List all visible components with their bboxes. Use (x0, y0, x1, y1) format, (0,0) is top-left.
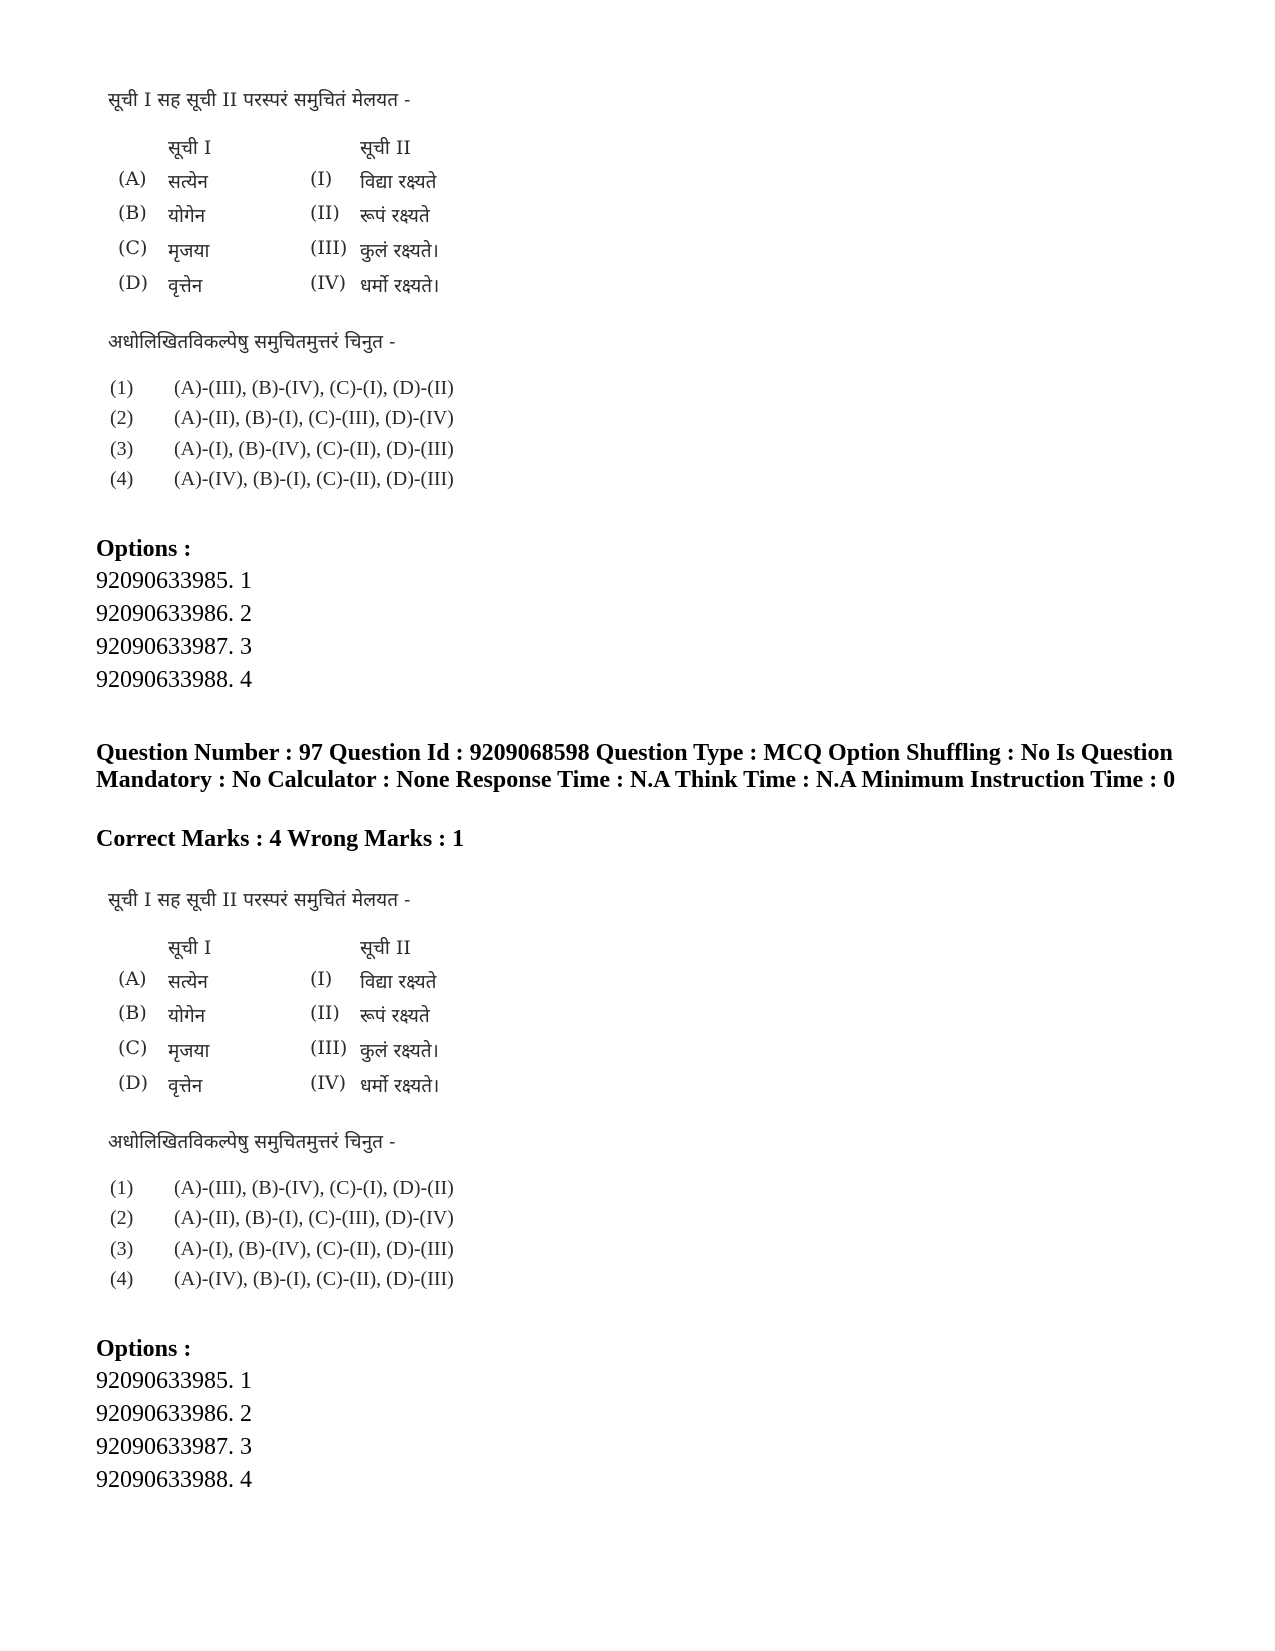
choice-text: (A)-(II), (B)-(I), (C)-(III), (D)-(IV) (174, 1207, 454, 1229)
match-row (108, 1037, 608, 1067)
option-item: 92090633987. 3 (96, 634, 252, 660)
list1-text: योगेन (168, 205, 206, 227)
match-row (108, 1072, 608, 1102)
options-label: Options : (96, 536, 192, 562)
list1-label: (C) (118, 237, 148, 259)
answer-choice (108, 1207, 628, 1237)
choice-number: (4) (110, 468, 134, 490)
list2-label: (I) (310, 168, 333, 190)
choice-text: (A)-(I), (B)-(IV), (C)-(II), (D)-(III) (174, 438, 454, 460)
answer-choice (108, 438, 628, 468)
match-row (108, 968, 608, 998)
list1-label: (A) (118, 168, 147, 190)
list1-label: (C) (118, 1037, 148, 1059)
list1-label: (A) (118, 968, 147, 990)
list1-text: वृत्तेन (168, 275, 203, 297)
list2-heading: सूची II (360, 937, 411, 959)
answer-choice (108, 1268, 628, 1298)
list1-heading: सूची I (168, 937, 212, 959)
list1-text: वृत्तेन (168, 1075, 203, 1097)
list2-text: विद्या रक्ष्यते (360, 971, 437, 993)
choice-number: (2) (110, 407, 134, 429)
list1-text: सत्येन (168, 171, 208, 193)
choice-number: (2) (110, 1207, 134, 1229)
answer-choice (108, 468, 628, 498)
list1-text: योगेन (168, 1005, 206, 1027)
answer-choice (108, 377, 628, 407)
option-item: 92090633986. 2 (96, 1401, 252, 1427)
question-marks: Correct Marks : 4 Wrong Marks : 1 (96, 826, 465, 852)
list1-text: मृजया (168, 240, 210, 262)
list2-label: (III) (310, 237, 348, 259)
list2-text: कुलं रक्ष्यते। (360, 1040, 439, 1062)
match-instruction: सूची I सह सूची II परस्परं समुचितं मेलयत - (108, 89, 411, 111)
match-row (108, 1002, 608, 1032)
choice-text: (A)-(I), (B)-(IV), (C)-(II), (D)-(III) (174, 1238, 454, 1260)
list1-label: (D) (118, 272, 149, 294)
match-instruction: सूची I सह सूची II परस्परं समुचितं मेलयत - (108, 889, 411, 911)
option-item: 92090633985. 1 (96, 1368, 252, 1394)
choice-text: (A)-(IV), (B)-(I), (C)-(II), (D)-(III) (174, 1268, 454, 1290)
option-item: 92090633988. 4 (96, 1467, 252, 1493)
list2-label: (II) (310, 202, 340, 224)
match-row (108, 237, 608, 267)
option-item: 92090633987. 3 (96, 1434, 252, 1460)
list2-text: विद्या रक्ष्यते (360, 171, 437, 193)
list2-label: (IV) (310, 272, 347, 294)
list1-label: (B) (118, 1002, 147, 1024)
question-meta: Question Number : 97 Question Id : 9209068598 Question Type : MCQ Option Shuffling : No Is Question Mandatory : No Calculator : None Response Time : N.A Think Time : N.A Minimum Instruction Time : 0 (96, 740, 1176, 793)
list2-text: धर्मो रक्ष्यते। (360, 1075, 440, 1097)
choice-number: (4) (110, 1268, 134, 1290)
answer-choice (108, 1238, 628, 1268)
list1-text: सत्येन (168, 971, 208, 993)
list1-heading: सूची I (168, 137, 212, 159)
match-row (108, 168, 608, 198)
choice-number: (3) (110, 1238, 134, 1260)
options-label: Options : (96, 1336, 192, 1362)
list2-text: रूपं रक्ष्यते (360, 1005, 430, 1027)
answer-choice (108, 1177, 628, 1207)
choice-number: (3) (110, 438, 134, 460)
list2-text: रूपं रक्ष्यते (360, 205, 430, 227)
choose-instruction: अधोलिखितविकल्पेषु समुचितमुत्तरं चिनुत - (108, 331, 396, 353)
option-item: 92090633986. 2 (96, 601, 252, 627)
answer-choice (108, 407, 628, 437)
choice-text: (A)-(III), (B)-(IV), (C)-(I), (D)-(II) (174, 377, 454, 399)
option-item: 92090633985. 1 (96, 568, 252, 594)
choice-number: (1) (110, 1177, 134, 1199)
choice-text: (A)-(IV), (B)-(I), (C)-(II), (D)-(III) (174, 468, 454, 490)
list2-text: कुलं रक्ष्यते। (360, 240, 439, 262)
match-row (108, 202, 608, 232)
list2-label: (III) (310, 1037, 348, 1059)
choice-text: (A)-(III), (B)-(IV), (C)-(I), (D)-(II) (174, 1177, 454, 1199)
choice-number: (1) (110, 377, 134, 399)
list2-label: (I) (310, 968, 333, 990)
list2-text: धर्मो रक्ष्यते। (360, 275, 440, 297)
list2-heading: सूची II (360, 137, 411, 159)
choose-instruction: अधोलिखितविकल्पेषु समुचितमुत्तरं चिनुत - (108, 1131, 396, 1153)
choice-text: (A)-(II), (B)-(I), (C)-(III), (D)-(IV) (174, 407, 454, 429)
list2-label: (II) (310, 1002, 340, 1024)
option-item: 92090633988. 4 (96, 667, 252, 693)
list2-label: (IV) (310, 1072, 347, 1094)
list1-label: (D) (118, 1072, 149, 1094)
match-row (108, 272, 608, 302)
list1-label: (B) (118, 202, 147, 224)
list1-text: मृजया (168, 1040, 210, 1062)
